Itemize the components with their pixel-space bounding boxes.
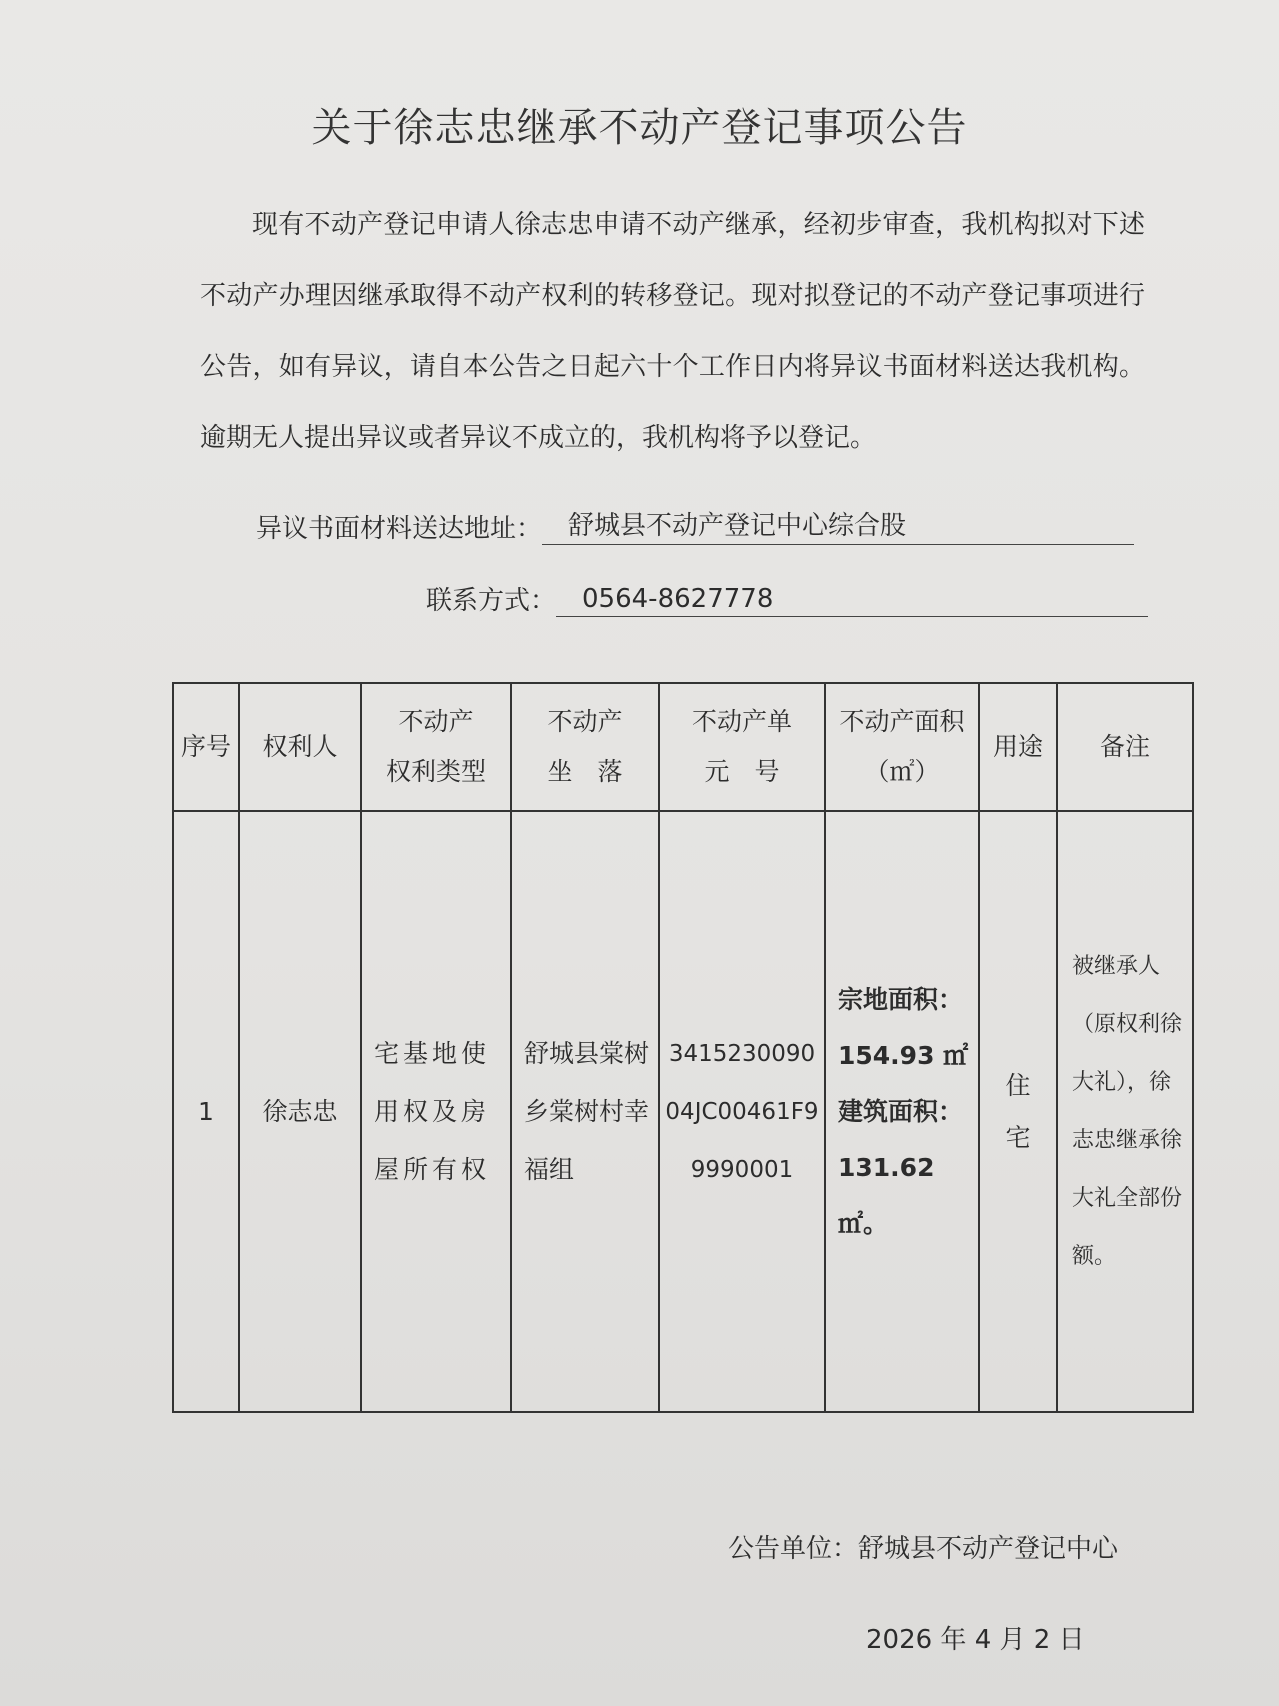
header-use: 用途 bbox=[979, 683, 1057, 811]
issuer: 公告单位：舒城县不动产登记中心 bbox=[728, 1534, 1119, 1564]
issue-date: 2026 年 4 月 2 日 bbox=[866, 1625, 1085, 1655]
address-row bbox=[256, 505, 1134, 545]
parcel-area-value: 154.93 ㎡ bbox=[838, 1040, 969, 1070]
cell-area bbox=[825, 811, 979, 1412]
cell-holder: 徐志忠 bbox=[239, 811, 361, 1412]
cell-right-type: 宅基地使用权及房屋所有权 bbox=[361, 811, 511, 1412]
header-holder: 权利人 bbox=[239, 683, 361, 811]
header-seq: 序号 bbox=[173, 683, 239, 811]
address-value: 舒城县不动产登记中心综合股 bbox=[542, 505, 1134, 545]
address-label: 异议书面材料送达地址： bbox=[256, 514, 543, 544]
building-area-label: 建筑面积： bbox=[838, 1096, 964, 1126]
contact-row bbox=[426, 580, 1148, 617]
contact-label: 联系方式： bbox=[426, 586, 557, 616]
cell-use: 住宅 bbox=[979, 811, 1057, 1412]
header-note: 备注 bbox=[1057, 683, 1193, 811]
cell-seq: 1 bbox=[173, 811, 239, 1412]
header-unit-number: 不动产单 元 号 bbox=[659, 683, 825, 811]
cell-note: 被继承人（原权利徐大礼），徐志忠继承徐大礼全部份额。 bbox=[1057, 811, 1193, 1412]
cell-unit-number: 341523009004JC00461F99990001 bbox=[659, 811, 825, 1412]
notice-paragraph: 现有不动产登记申请人徐志忠申请不动产继承，经初步审查，我机构拟对下述不动产办理因继承取得不动产权利的转移登记。现对拟登记的不动产登记事项进行公告，如有异议，请自本公告之日起六十个工作日内将异议书面材料送达我机构。逾期无人提出异议或者异议不成立的，我机构将予以登记。 bbox=[200, 210, 1145, 453]
table-header-row bbox=[173, 683, 1193, 811]
page-title: 关于徐志忠继承不动产登记事项公告 bbox=[311, 105, 968, 151]
contact-value: 0564-8627778 bbox=[556, 584, 1148, 617]
parcel-area-label: 宗地面积： bbox=[838, 984, 964, 1014]
header-location: 不动产 坐 落 bbox=[511, 683, 659, 811]
header-right-type: 不动产 权利类型 bbox=[361, 683, 511, 811]
registration-table bbox=[172, 682, 1194, 1413]
table-row bbox=[173, 811, 1193, 1412]
building-area-value: 131.62 ㎡。 bbox=[838, 1152, 935, 1238]
cell-location: 舒城县棠树乡棠树村幸福组 bbox=[511, 811, 659, 1412]
header-area: 不动产面积 （㎡） bbox=[825, 683, 979, 811]
notice-body bbox=[200, 190, 1145, 474]
